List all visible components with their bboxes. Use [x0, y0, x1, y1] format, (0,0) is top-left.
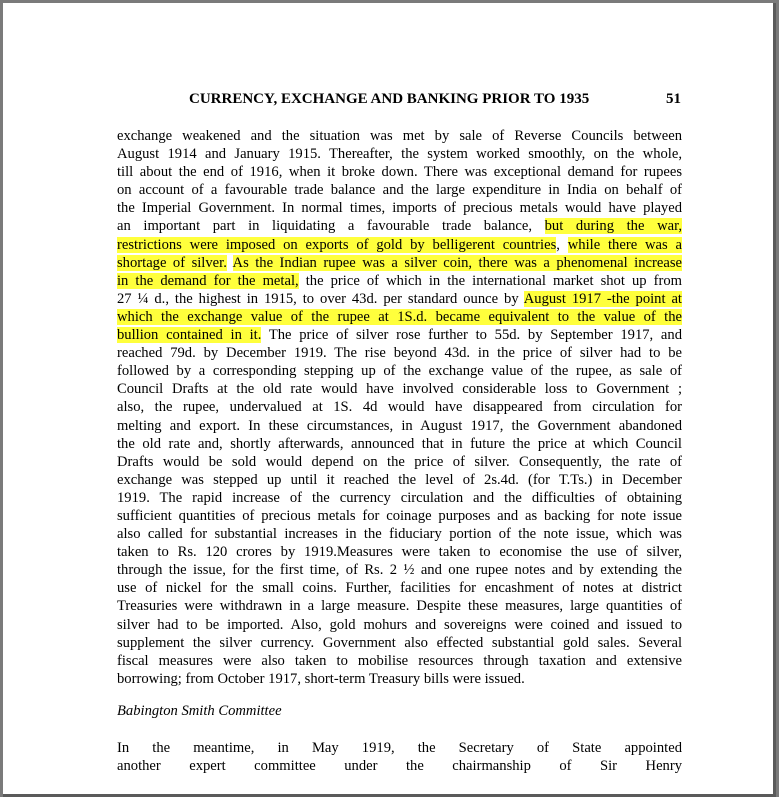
text-segment: the price of which in the international market shot up from	[298, 272, 682, 289]
text-segment: ,	[556, 236, 568, 253]
text-segment: supplement the silver currency. Government also effected substantial gold sales. Several	[117, 634, 682, 651]
highlighted-text: but during the war,	[544, 218, 683, 235]
text-line	[117, 579, 682, 597]
text-segment: The price of silver rose further to 55d. by September 1917, and	[261, 327, 682, 344]
text-line	[117, 543, 682, 561]
text-segment: exchange weakened and the situation was met by sale of Reverse Councils between	[117, 128, 682, 144]
highlighted-text: shortage of silver.	[117, 254, 227, 271]
text-segment: Treasuries were withdrawn in a large measure. Despite these measures, large quantities of	[117, 598, 682, 615]
highlighted-text: bullion contained in it.	[117, 327, 262, 344]
text-line	[117, 145, 682, 163]
text-line	[117, 417, 682, 435]
text-line	[117, 471, 682, 489]
highlighted-text: in the demand for the metal,	[117, 272, 299, 289]
highlighted-text: As the Indian rupee was a silver coin, there was a phenomenal increase	[232, 254, 682, 271]
text-line	[117, 561, 682, 579]
text-segment: the Imperial Government. In normal times, imports of precious metals would have played	[117, 200, 682, 217]
text-segment: till about the end of 1916, when it broke down. There was exceptional demand for rupees	[117, 164, 682, 181]
text-segment: also called for substantial increases in the fiduciary portion of the note issue, which was	[117, 526, 682, 543]
text-line	[117, 163, 682, 181]
chapter-title: CURRENCY, EXCHANGE AND BANKING PRIOR TO 1935	[189, 91, 590, 107]
text-line	[117, 453, 682, 471]
text-segment: Drafts would be sold would depend on the price of silver. Consequently, the rate of	[117, 453, 682, 470]
text-line	[117, 634, 682, 652]
text-segment: melting and export. In these circumstances, in August 1917, the Government abandoned	[117, 417, 682, 434]
text-line	[117, 127, 682, 145]
highlighted-text: restrictions were imposed on exports of gold by belligerent countries	[117, 236, 557, 253]
text-line	[117, 597, 682, 615]
text-segment: taken to Rs. 120 crores by 1919.Measures were taken to economise the use of silver,	[117, 544, 682, 561]
text-line	[117, 272, 682, 290]
text-segment: also, the rupee, undervalued at 1S. 4d would have disappeared from circulation for	[117, 399, 682, 416]
text-line: another expert committee under the chairmanship of Sir Henry	[117, 758, 682, 775]
text-segment: silver had to be imported. Also, gold mohurs and sovereigns were coined and issued to	[117, 616, 682, 633]
page-number: 51	[666, 91, 681, 107]
text-line	[117, 398, 682, 416]
text-line	[117, 236, 682, 254]
text-line	[117, 254, 682, 272]
text-segment: Council Drafts at the old rate would have involved considerable loss to Government ;	[117, 381, 682, 398]
text-segment: August 1914 and January 1915. Thereafter, the system worked smoothly, on the whole,	[117, 146, 682, 163]
text-line	[117, 670, 682, 688]
highlighted-text: which the exchange value of the rupee at 1S.d. became equivalent to the value of the	[117, 308, 682, 325]
next-paragraph	[117, 739, 682, 775]
text-line	[117, 525, 682, 543]
text-line	[117, 308, 682, 326]
text-line	[117, 507, 682, 525]
main-paragraph	[117, 127, 682, 688]
text-line	[117, 217, 682, 235]
highlighted-text: August 1917 -the point at	[523, 290, 682, 307]
text-segment: borrowing; from October 1917, short-term Treasury bills were issued.	[117, 670, 525, 687]
text-segment: exchange was stepped up until it reached the level of 2s.4d. (for T.Ts.) in December	[117, 471, 682, 488]
section-heading: Babington Smith Committee	[117, 703, 282, 719]
text-line	[117, 181, 682, 199]
text-segment: through the issue, for the first time, of Rs. 2 ½ and one rupee notes and by extending the	[117, 562, 682, 579]
text-line	[117, 362, 682, 380]
text-line	[117, 199, 682, 217]
text-segment	[227, 255, 233, 271]
text-line	[117, 435, 682, 453]
text-segment: followed by a corresponding stepping up of the exchange value of the rupee, as sale of	[117, 363, 682, 380]
text-segment: on account of a favourable trade balance and the large expenditure in India on behalf of	[117, 182, 682, 199]
text-segment: 1919. The rapid increase of the currency circulation and the difficulties of obtaining	[117, 489, 682, 506]
text-segment: reached 79d. by December 1919. The rise beyond 43d. in the price of silver had to be	[117, 345, 682, 362]
text-segment: the old rate and, shortly afterwards, announced that in future the price at which Council	[117, 435, 682, 452]
text-line	[117, 616, 682, 634]
text-line	[117, 290, 682, 308]
text-line	[117, 489, 682, 507]
text-line	[117, 380, 682, 398]
text-segment: use of nickel for the small coins. Further, facilities for encashment of notes at district	[117, 580, 682, 597]
text-line	[117, 652, 682, 670]
text-segment: fiscal measures were also taken to mobilise resources through taxation and extensive	[117, 652, 682, 669]
document-page	[3, 3, 776, 797]
highlighted-text: while there was a	[567, 236, 682, 253]
text-segment: an important part in liquidating a favourable trade balance,	[117, 218, 545, 235]
text-segment: 27 ¼ d., the highest in 1915, to over 43d. per standard ounce by	[117, 290, 524, 307]
text-line	[117, 344, 682, 362]
text-line: In the meantime, in May 1919, the Secretary of State appointed	[117, 740, 682, 756]
text-line	[117, 326, 682, 344]
text-segment: sufficient quantities of precious metals for coinage purposes and as backing for note issue	[117, 507, 682, 524]
